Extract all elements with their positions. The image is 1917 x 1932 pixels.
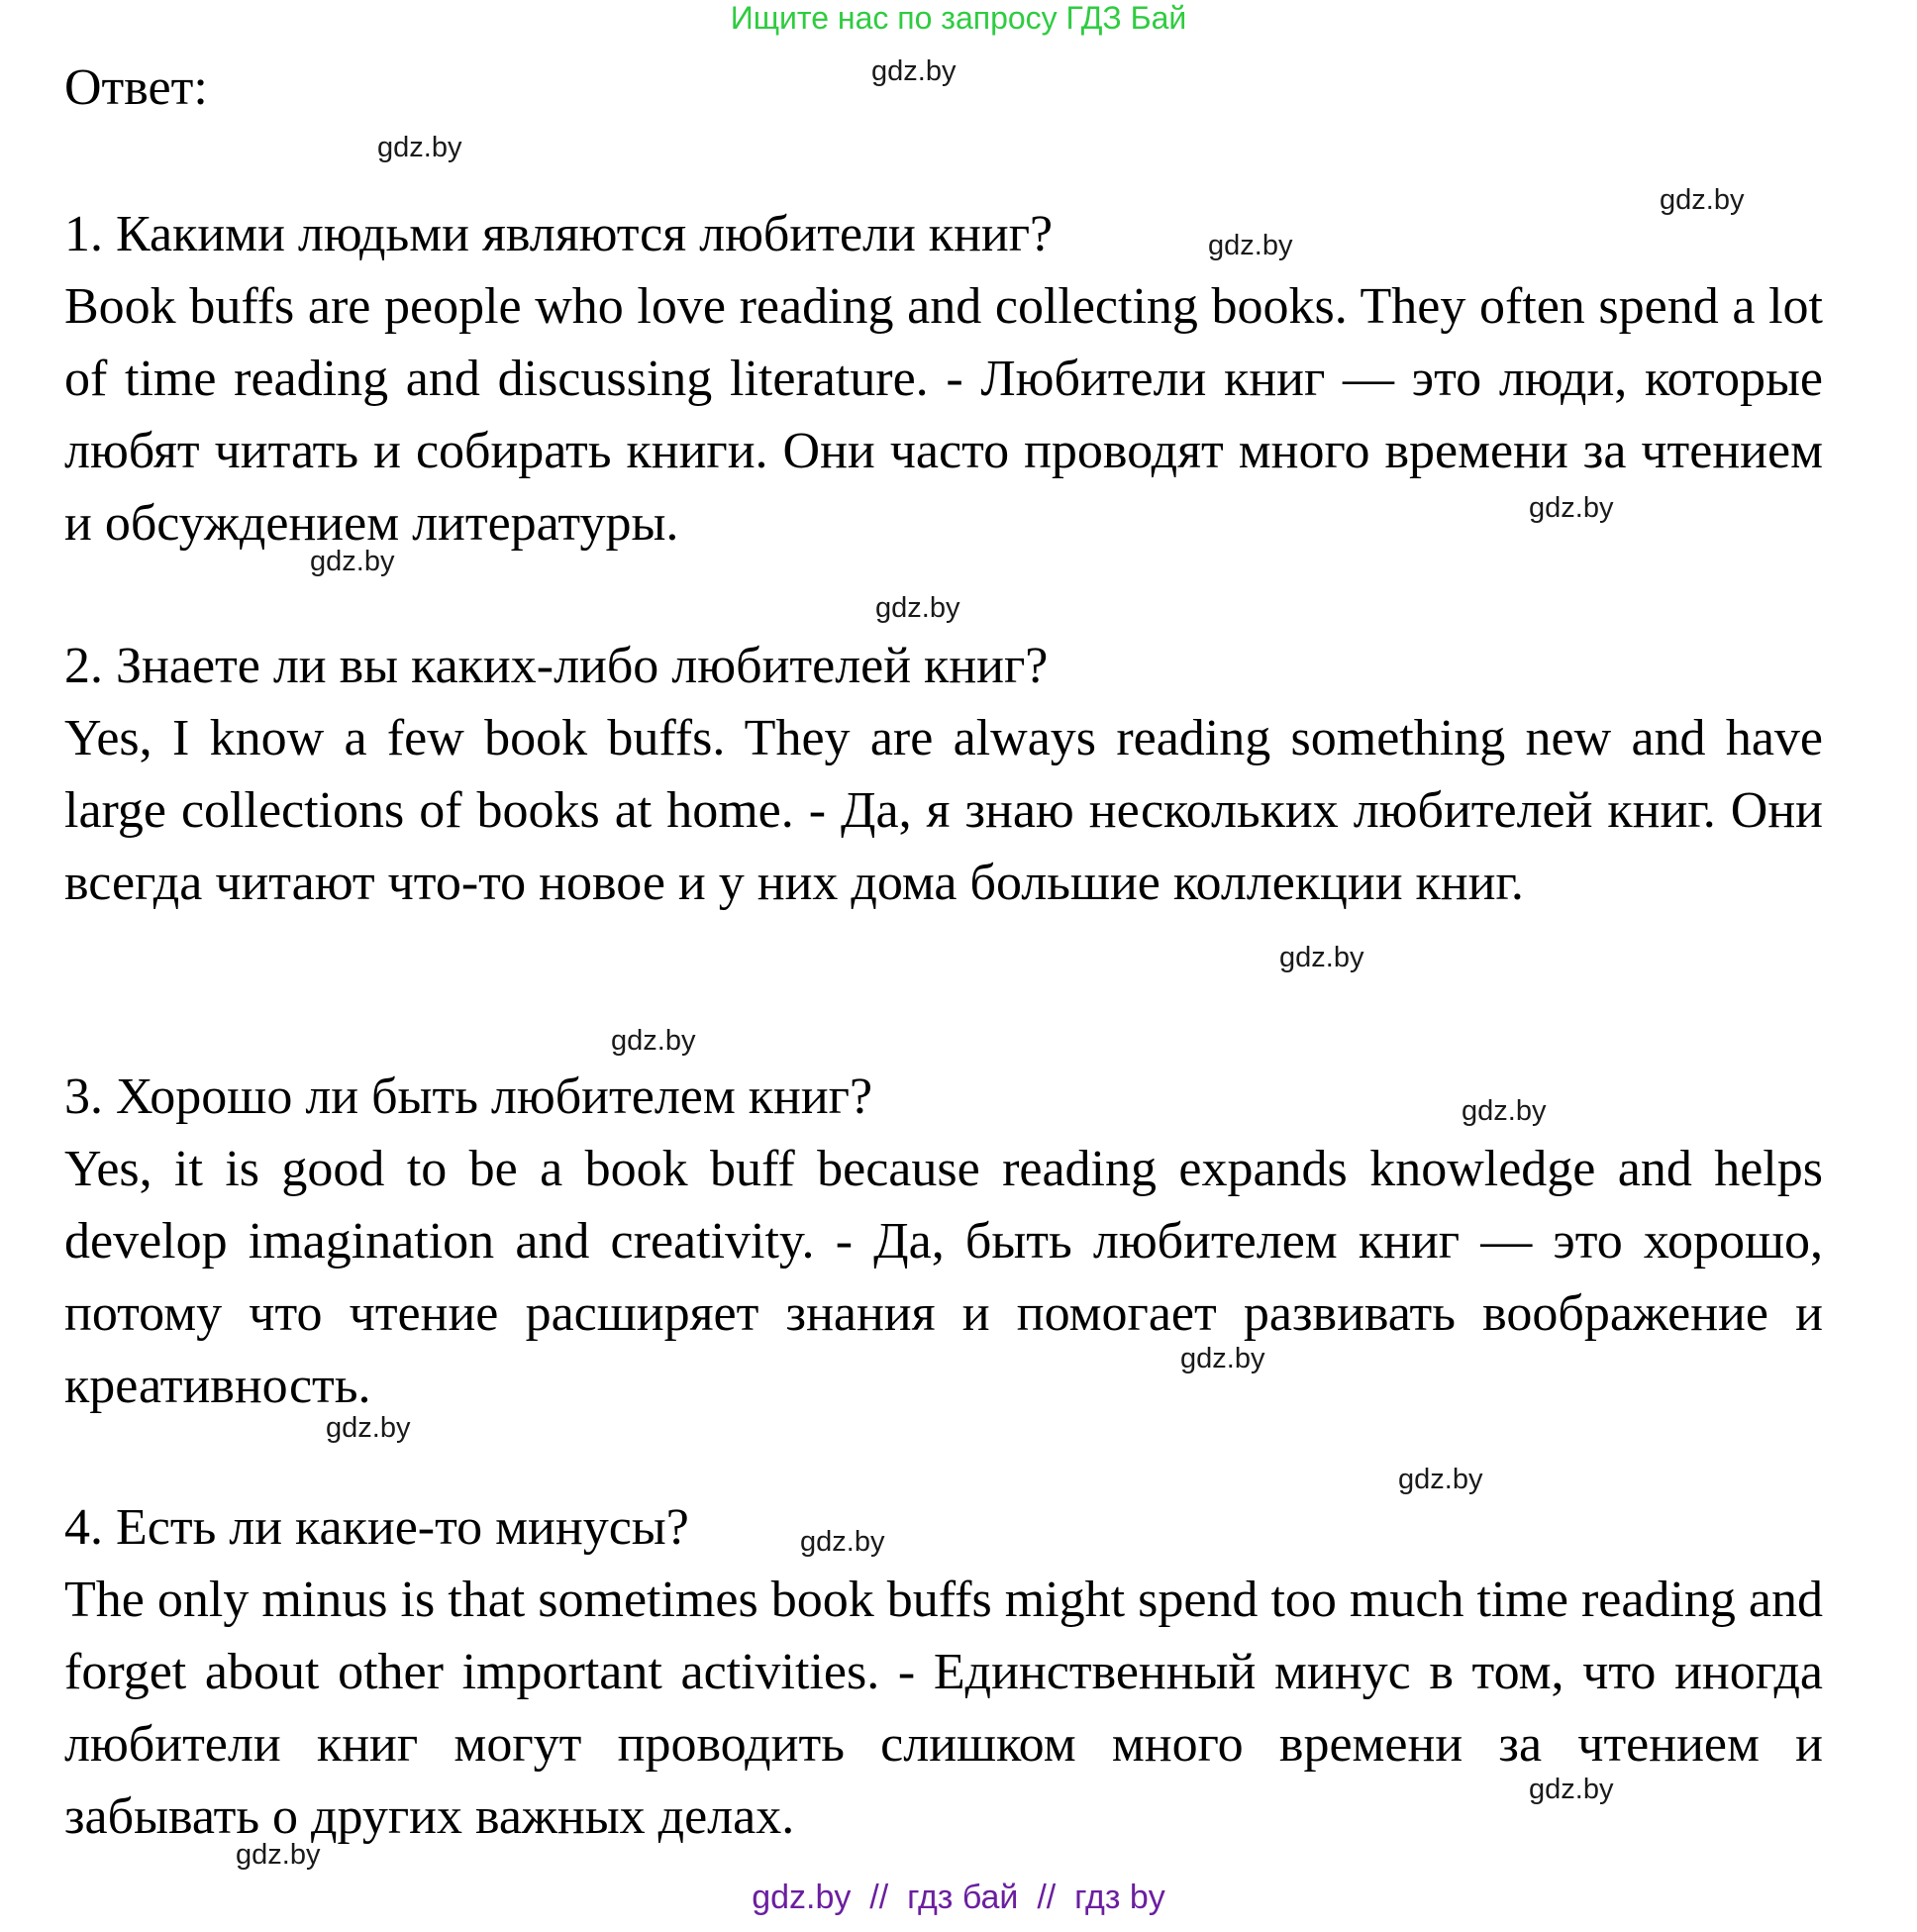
watermark: gdz.by bbox=[1529, 1774, 1614, 1805]
watermark: gdz.by bbox=[800, 1526, 885, 1558]
answer-3: Yes, it is good to be a book buff because reading expands knowledge and helps develop imagination and creativity. - Да, быть любителем книг — это хорошо, потому что чтение расширяет знания и помогает развивать воображение и креативность. bbox=[64, 1141, 1823, 1414]
question-1: 1. Какими людьми являются любители книг? bbox=[64, 206, 1054, 262]
watermark: gdz.by bbox=[1279, 942, 1364, 973]
qa-item-3 bbox=[64, 1061, 1823, 1422]
watermark: gdz.by bbox=[1208, 230, 1293, 261]
watermark: gdz.by bbox=[1529, 492, 1614, 524]
watermark: gdz.by bbox=[1462, 1095, 1547, 1127]
promo-banner: Ищите нас по запросу ГДЗ Бай bbox=[730, 0, 1187, 36]
question-2: 2. Знаете ли вы каких-либо любителей книг? bbox=[64, 638, 1049, 694]
watermark: gdz.by bbox=[611, 1025, 696, 1057]
question-4: 4. Есть ли какие-то минусы? bbox=[64, 1499, 689, 1556]
watermark: gdz.by bbox=[310, 546, 395, 577]
qa-item-2 bbox=[64, 630, 1823, 919]
question-3: 3. Хорошо ли быть любителем книг? bbox=[64, 1068, 873, 1125]
watermark: gdz.by bbox=[1180, 1343, 1265, 1374]
watermark: gdz.by bbox=[326, 1412, 411, 1444]
watermark: gdz.by bbox=[377, 132, 462, 163]
watermark: gdz.by bbox=[1398, 1464, 1483, 1495]
watermark: gdz.by bbox=[875, 592, 960, 624]
watermark: gdz.by bbox=[236, 1839, 321, 1871]
answer-2: Yes, I know a few book buffs. They are always reading something new and have large collections of books at home. - Да, я знаю нескольких любителей книг. Они всегда читают что-то новое и у них дома большие коллекции книг. bbox=[64, 710, 1823, 911]
watermark: gdz.by bbox=[1660, 184, 1745, 216]
answer-4: The only minus is that sometimes book buffs might spend too much time reading and forget about other important activities. - Единственный минус в том, что иногда любители книг могут проводить слишком много времени за чтением и забывать о других важных делах. bbox=[64, 1572, 1823, 1845]
answer-1: Book buffs are people who love reading and collecting books. They often spend a lot of time reading and discussing literature. - Любители книг — это люди, которые любят читать и собирать книги. Они часто проводят много времени за чтением и обсуждением литературы. bbox=[64, 278, 1823, 552]
answer-heading: Ответ: bbox=[64, 59, 208, 116]
footer-links: gdz.by // гдз бай // гдз by bbox=[752, 1879, 1165, 1916]
watermark: gdz.by bbox=[871, 55, 957, 87]
